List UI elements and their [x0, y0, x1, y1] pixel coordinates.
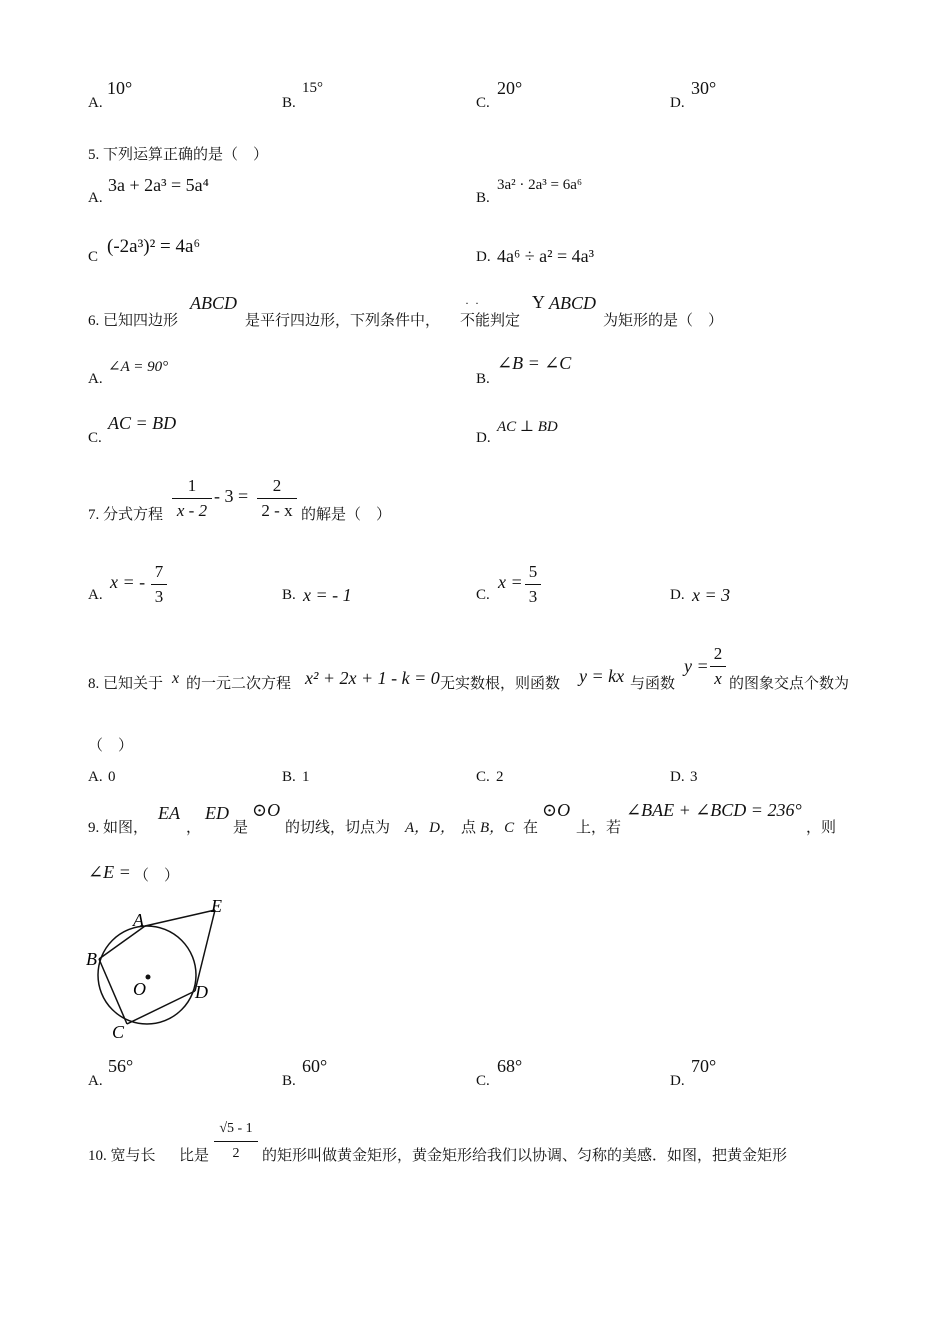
option-label: A.: [88, 587, 103, 603]
option-label: B.: [282, 1073, 296, 1089]
option-value: ∠A = 90°: [108, 359, 169, 375]
variable: x: [172, 670, 180, 687]
question-stem-prefix: 10. 宽与长: [88, 1148, 156, 1164]
question-stem-text: 判定: [490, 313, 521, 329]
circle-points: B，C: [480, 820, 515, 836]
option-label: B.: [282, 769, 296, 785]
label-c: C: [112, 1022, 125, 1042]
option-label: D.: [670, 769, 685, 785]
option-value: 10°: [107, 78, 133, 98]
option-label: C.: [476, 1073, 490, 1089]
tangent-ed: [195, 910, 215, 991]
option-label: B.: [282, 587, 296, 603]
question-stem-prefix: 6. 已知四边形: [88, 313, 179, 329]
fraction: √5 - 1 2: [214, 1118, 258, 1165]
option-lhs: x =: [498, 572, 523, 592]
chord-ab: [99, 926, 145, 959]
fraction: 2 x: [710, 643, 726, 690]
equation-middle: - 3 =: [214, 486, 249, 506]
option-label: C.: [476, 587, 490, 603]
angle-condition: ∠BAE + ∠BCD = 236°: [626, 800, 802, 820]
option-value: 30°: [691, 78, 717, 98]
question-stem: 5. 下列运算正确的是（ ）: [88, 147, 269, 163]
segment-ed: ED: [205, 803, 229, 823]
tangent-ea: [145, 910, 215, 926]
emphasis-text: 不能: [460, 313, 491, 329]
center-point: [146, 975, 151, 980]
option-value: 68°: [497, 1056, 523, 1076]
question-stem-prefix: 8. 已知关于: [88, 676, 164, 692]
label-e: E: [211, 896, 222, 916]
function-1: y = kx: [579, 666, 625, 686]
option-label: C.: [476, 95, 490, 111]
question-stem-text: 的一元二次方程: [186, 676, 292, 692]
option-value: 3: [690, 769, 698, 785]
option-value: 56°: [108, 1056, 134, 1076]
tangent-points: A，D，: [405, 820, 455, 836]
option-value: 20°: [497, 78, 523, 98]
option-label: A.: [88, 190, 103, 206]
label-o: O: [133, 979, 146, 999]
option-label: D.: [476, 430, 491, 446]
function-2-lhs: y =: [684, 656, 709, 676]
option-value: ∠B = ∠C: [497, 353, 572, 373]
question-stem-suffix: 为矩形的是（ ）: [603, 313, 724, 329]
shape-name: ABCD: [190, 293, 237, 313]
question-stem-prefix: 7. 分式方程: [88, 507, 164, 523]
equation: x² + 2x + 1 - k = 0: [305, 668, 440, 688]
question-stem-suffix: 的矩形叫做黄金矩形，黄金矩形给我们以协调、匀称的美感．如图，把黄金矩形: [262, 1148, 788, 1164]
option-value: x = - 1: [303, 585, 352, 605]
question-stem-suffix: 的解是（ ）: [301, 507, 392, 523]
option-value: 70°: [691, 1056, 717, 1076]
option-value: (-2a³)² = 4a⁶: [107, 236, 201, 257]
option-value: 3a² · 2a³ = 6a⁶: [497, 177, 583, 193]
option-label: D.: [476, 249, 491, 265]
option-label: C: [88, 249, 99, 265]
question-stem-prefix: 9. 如图，: [88, 820, 149, 836]
option-value: 60°: [302, 1056, 328, 1076]
option-value: 4a⁶ ÷ a² = 4a³: [497, 246, 595, 266]
option-value: 0: [108, 769, 116, 785]
fraction: 2 2 - x: [257, 475, 297, 522]
question-stem-text: ，则: [806, 820, 837, 836]
question-stem-text: 是平行四边形，下列条件中，: [245, 313, 441, 329]
question-stem-text: 比是: [179, 1148, 210, 1164]
option-value: 1: [302, 769, 310, 785]
angle-e: ∠E =: [88, 862, 131, 882]
option-value: AC = BD: [108, 413, 177, 433]
fraction: 1 x - 2: [172, 475, 212, 522]
option-value: 15°: [302, 80, 323, 96]
option-value: AC ⊥ BD: [497, 419, 558, 435]
option-label: D.: [670, 95, 685, 111]
question-stem-text: 的图象交点个数为: [729, 676, 850, 692]
option-label: B.: [476, 371, 490, 387]
circle-tangent-figure: [82, 890, 242, 1050]
option-label: A.: [88, 769, 103, 785]
question-stem-text: 与函数: [630, 676, 676, 692]
question-stem-text: 是: [233, 820, 249, 836]
question-stem-text: 无实数根，则函数: [440, 676, 561, 692]
option-value: 3a + 2a³ = 5a⁴: [108, 175, 209, 195]
label-a: A: [133, 910, 144, 930]
separator: ，: [186, 820, 202, 836]
option-value: 2: [496, 769, 504, 785]
option-label: B.: [282, 95, 296, 111]
parallelogram-symbol: Y: [532, 292, 545, 312]
label-b: B: [86, 949, 97, 969]
option-label: A.: [88, 95, 103, 111]
question-stem-text: 点: [461, 820, 477, 836]
question-stem-text: 在: [523, 820, 539, 836]
emphasis-dots: · ·: [465, 296, 479, 310]
option-value: x = 3: [692, 585, 731, 605]
option-label: D.: [670, 587, 685, 603]
option-label: A.: [88, 1073, 103, 1089]
circle-o: ⊙O: [252, 800, 281, 820]
option-label: D.: [670, 1073, 685, 1089]
option-lhs: x = -: [110, 572, 146, 592]
option-label: C.: [88, 430, 102, 446]
label-d: D: [195, 982, 208, 1002]
chord-bc: [99, 959, 127, 1024]
answer-paren: （ ）: [134, 868, 180, 884]
answer-paren: （ ）: [88, 738, 134, 754]
option-label: A.: [88, 371, 103, 387]
segment-ea: EA: [158, 803, 180, 823]
option-label: C.: [476, 769, 490, 785]
question-stem-text: 上，若: [576, 820, 622, 836]
circle-o: ⊙O: [542, 800, 571, 820]
fraction: 7 3: [151, 561, 167, 608]
fraction: 5 3: [525, 561, 541, 608]
shape-name: ABCD: [549, 293, 596, 313]
option-label: B.: [476, 190, 490, 206]
question-stem-text: 的切线，切点为: [285, 820, 391, 836]
